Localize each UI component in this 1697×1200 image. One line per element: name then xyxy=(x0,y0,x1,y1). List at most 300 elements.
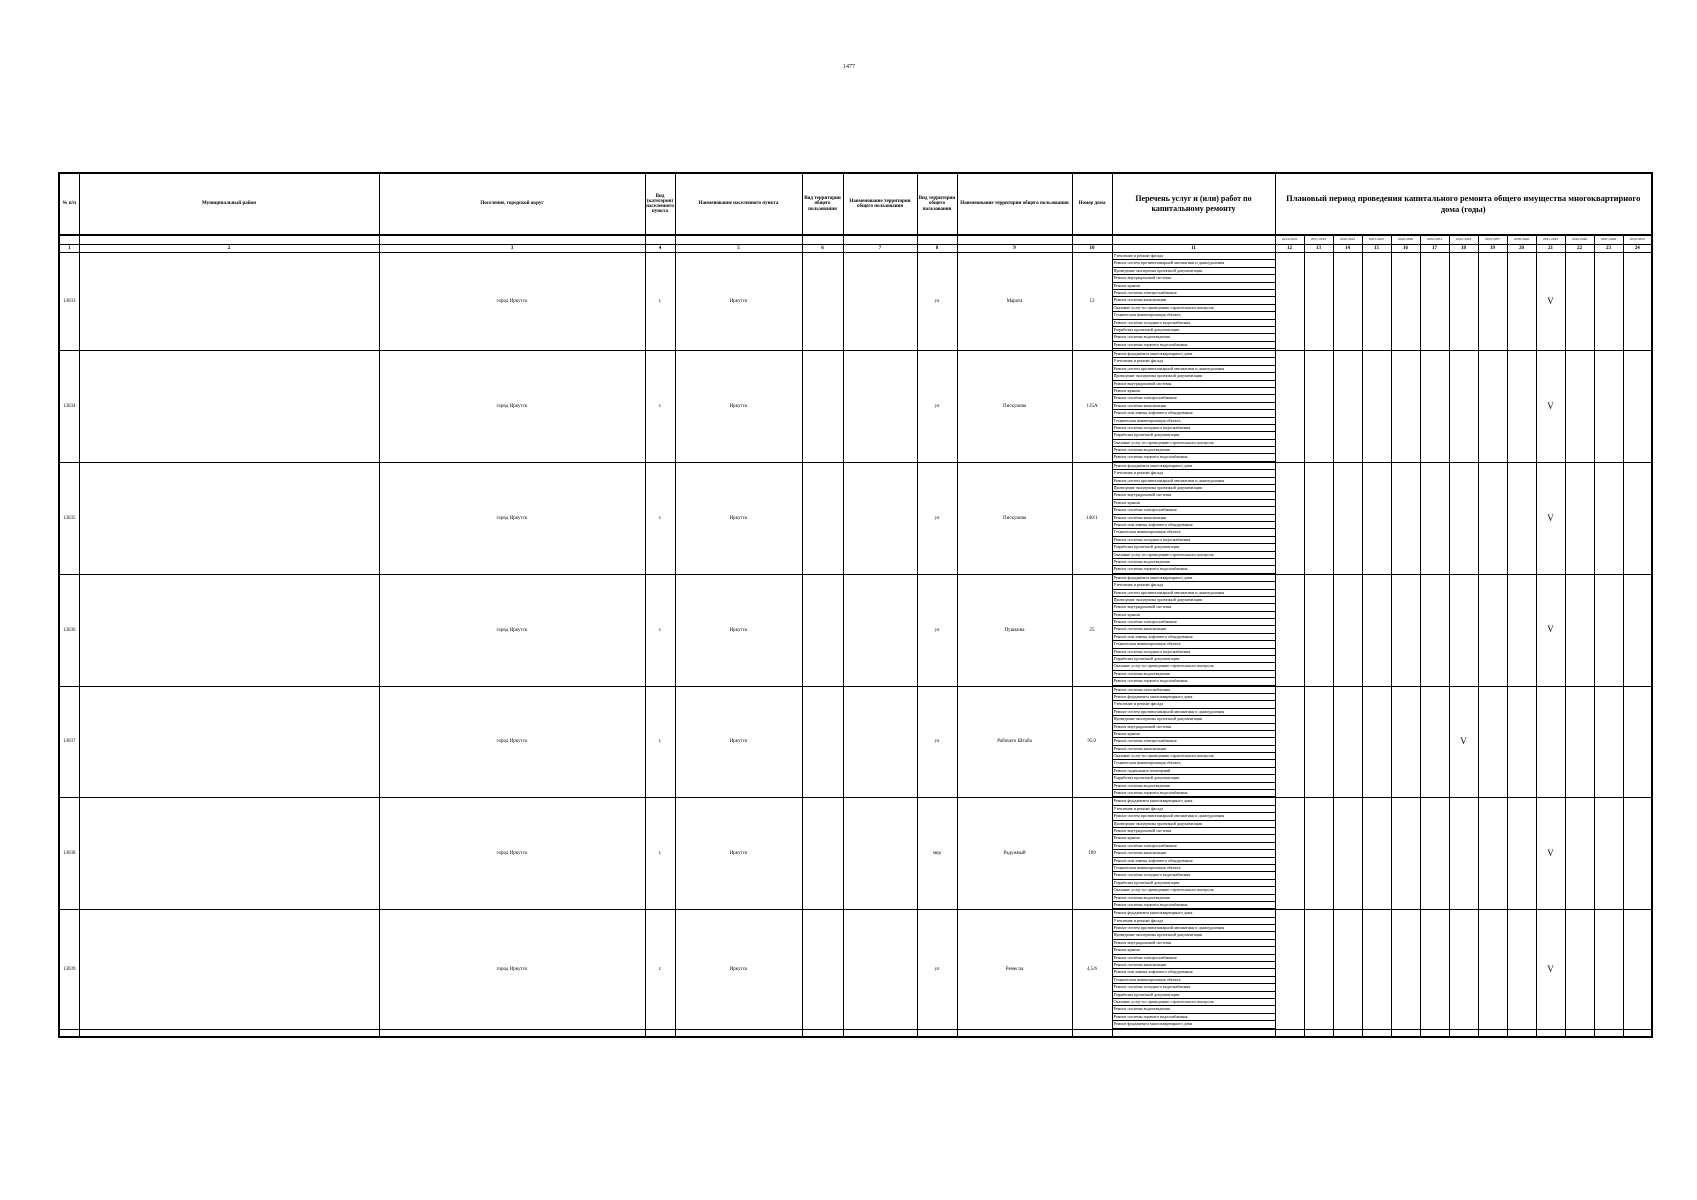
period-cell xyxy=(1304,798,1333,910)
work-item: Ремонт системы холодного водоснабжения xyxy=(1113,425,1275,432)
work-item: Оказание услуг по проведению строительного контроля xyxy=(1113,663,1275,670)
works-list xyxy=(1112,686,1275,798)
work-item: Ремонт или замена лифтового оборудования xyxy=(1113,522,1275,529)
header-municipal-district: Муниципальный район xyxy=(79,173,379,235)
work-item: Ремонт внутридомовой системы xyxy=(1113,828,1275,835)
street-name-cell: Пискунова xyxy=(957,462,1072,574)
work-item: Ремонт системы электроснабжения xyxy=(1113,843,1275,850)
work-item: Ремонт внутридомовой системы xyxy=(1113,724,1275,731)
work-item: Ремонт фундамента многоквартирного дома xyxy=(1113,1021,1275,1028)
work-item: Ремонт или замена лифтового оборудования xyxy=(1113,634,1275,641)
period-cell xyxy=(1507,798,1536,910)
period-cell xyxy=(1391,686,1420,798)
house-number-cell: 13 xyxy=(1072,253,1112,351)
work-item: Ремонт крыши xyxy=(1113,283,1275,290)
work-item: Ремонт системы канализации xyxy=(1113,403,1275,410)
street-type-cell: ул xyxy=(917,910,957,1029)
period-cell xyxy=(1275,253,1304,351)
work-item: Проведение экспертизы проектной документации xyxy=(1113,373,1275,380)
territory-name-cell xyxy=(843,462,917,574)
work-item: Ремонт или замена лифтового оборудования xyxy=(1113,858,1275,865)
territory-type-cell xyxy=(802,910,843,1029)
locality-cell: Иркутск xyxy=(675,462,802,574)
year-header: 2014-2016 xyxy=(1275,235,1304,245)
column-number: 10 xyxy=(1072,245,1112,253)
work-item: Оказание услуг по проведению строительного контроля xyxy=(1113,552,1275,559)
period-cell xyxy=(1304,574,1333,686)
period-cell xyxy=(1623,798,1652,910)
work-item: Проведение экспертизы проектной документации xyxy=(1113,932,1275,939)
period-cell xyxy=(1536,462,1565,574)
territory-type-cell xyxy=(802,686,843,798)
record-number: 13037 xyxy=(59,686,79,798)
work-item: Ремонт системы холодного водоснабжения xyxy=(1113,872,1275,879)
record-number: 13038 xyxy=(59,798,79,910)
period-cell xyxy=(1594,462,1623,574)
work-item: Проведение экспертизы проектной документации xyxy=(1113,268,1275,275)
period-mark: V xyxy=(1460,736,1467,747)
year-header: 2020-2022 xyxy=(1333,235,1362,245)
work-item: Ремонт фундамента многоквартирного дома xyxy=(1113,694,1275,701)
work-item: Утепление и ремонт фасада xyxy=(1113,582,1275,589)
column-number: 6 xyxy=(802,245,843,253)
work-item: Ремонт системы горячего водоснабжения xyxy=(1113,790,1275,797)
year-header: 2044-2046 xyxy=(1565,235,1594,245)
work-item: Ремонт системы холодного водоснабжения xyxy=(1113,320,1275,327)
work-item: Ремонт системы горячего водоснабжения xyxy=(1113,342,1275,349)
settlement-type-cell: г. xyxy=(645,686,675,798)
period-cell xyxy=(1391,253,1420,351)
table-row xyxy=(59,574,1652,686)
locality-cell: Иркутск xyxy=(675,253,802,351)
house-number-cell: 109 xyxy=(1072,798,1112,910)
continuation-cell xyxy=(957,1029,1072,1037)
work-item: Ремонт фундамента многоквартирного дома xyxy=(1113,910,1275,917)
continuation-cell xyxy=(1507,1029,1536,1037)
continuation-cell xyxy=(1362,1029,1391,1037)
work-item: Ремонт системы электроснабжения xyxy=(1113,619,1275,626)
column-number: 1 xyxy=(59,245,79,253)
record-number: 13033 xyxy=(59,253,79,351)
work-item: Ремонт системы холодного водоснабжения xyxy=(1113,537,1275,544)
period-cell xyxy=(1420,253,1449,351)
period-cell xyxy=(1275,574,1304,686)
record-number: 13035 xyxy=(59,462,79,574)
work-item: Ремонт фундамента многоквартирного дома xyxy=(1113,798,1275,805)
work-item: Ремонт систем противопожарной автоматики и дымоудаления xyxy=(1113,813,1275,820)
street-type-cell: ул xyxy=(917,462,957,574)
column-number: 23 xyxy=(1594,245,1623,253)
period-cell xyxy=(1333,574,1362,686)
work-item: Ремонт системы канализации xyxy=(1113,850,1275,857)
work-item: Техническая инвентаризация объекта xyxy=(1113,529,1275,536)
period-cell xyxy=(1333,462,1362,574)
column-number: 18 xyxy=(1449,245,1478,253)
work-item: Ремонт систем противопожарной автоматики и дымоудаления xyxy=(1113,709,1275,716)
street-type-cell: ул xyxy=(917,686,957,798)
work-item: Проведение экспертизы проектной документации xyxy=(1113,716,1275,723)
continuation-cell xyxy=(645,1029,675,1037)
continuation-cell xyxy=(802,1029,843,1037)
work-item: Ремонт системы канализации xyxy=(1113,515,1275,522)
column-number: 19 xyxy=(1478,245,1507,253)
period-cell xyxy=(1362,798,1391,910)
municipal-district-cell xyxy=(79,798,379,910)
column-number: 20 xyxy=(1507,245,1536,253)
column-number: 5 xyxy=(675,245,802,253)
period-cell xyxy=(1536,798,1565,910)
work-item: Ремонт внутридомовой системы xyxy=(1113,492,1275,499)
work-item: Ремонт системы канализации xyxy=(1113,962,1275,969)
period-cell xyxy=(1449,351,1478,463)
continuation-cell xyxy=(1420,1029,1449,1037)
period-cell xyxy=(1420,351,1449,463)
work-item: Разработка проектной документации xyxy=(1113,432,1275,439)
period-cell xyxy=(1420,798,1449,910)
header-street-name: Наименование территории общего пользования xyxy=(957,173,1072,235)
year-header: 2029-2031 xyxy=(1420,235,1449,245)
work-item: Ремонт подвальных помещений xyxy=(1113,768,1275,775)
locality-cell: Иркутск xyxy=(675,798,802,910)
work-item: Ремонт системы электроснабжения xyxy=(1113,395,1275,402)
work-item: Оказание услуг по проведению строительного контроля xyxy=(1113,440,1275,447)
period-cell xyxy=(1420,574,1449,686)
municipal-district-cell xyxy=(79,253,379,351)
period-cell xyxy=(1478,910,1507,1029)
column-number: 22 xyxy=(1565,245,1594,253)
work-item: Оказание услуг по проведению строительного контроля xyxy=(1113,999,1275,1006)
period-cell xyxy=(1623,574,1652,686)
year-header: 2032-2034 xyxy=(1449,235,1478,245)
work-item: Ремонт крыши xyxy=(1113,388,1275,395)
continuation-cell xyxy=(1391,1029,1420,1037)
period-cell xyxy=(1594,910,1623,1029)
column-number: 4 xyxy=(645,245,675,253)
period-cell xyxy=(1391,462,1420,574)
work-item: Разработка проектной документации xyxy=(1113,544,1275,551)
territory-type-cell xyxy=(802,462,843,574)
column-number: 12 xyxy=(1275,245,1304,253)
work-item: Ремонт системы холодного водоснабжения xyxy=(1113,649,1275,656)
period-cell xyxy=(1623,351,1652,463)
work-item: Ремонт системы горячего водоснабжения xyxy=(1113,454,1275,461)
work-item: Ремонт системы горячего водоснабжения xyxy=(1113,902,1275,909)
work-item: Ремонт или замена лифтового оборудования xyxy=(1113,410,1275,417)
period-cell xyxy=(1449,686,1478,798)
work-item: Утепление и ремонт фасада xyxy=(1113,806,1275,813)
column-number: 11 xyxy=(1112,245,1275,253)
column-number: 2 xyxy=(79,245,379,253)
table-row xyxy=(59,686,1652,798)
work-item: Ремонт системы канализации xyxy=(1113,746,1275,753)
period-cell xyxy=(1478,462,1507,574)
territory-type-cell xyxy=(802,574,843,686)
capital-repair-table xyxy=(58,172,1653,1038)
work-item: Оказание услуг по проведению строительного контроля xyxy=(1113,887,1275,894)
record-number: 13036 xyxy=(59,574,79,686)
period-cell xyxy=(1333,798,1362,910)
period-cell xyxy=(1594,351,1623,463)
street-type-cell: ул xyxy=(917,351,957,463)
work-item: Ремонт систем противопожарной автоматики и дымоудаления xyxy=(1113,366,1275,373)
column-number: 8 xyxy=(917,245,957,253)
period-cell xyxy=(1507,910,1536,1029)
period-cell xyxy=(1420,462,1449,574)
locality-cell: Иркутск xyxy=(675,574,802,686)
street-name-cell: Пискунова xyxy=(957,351,1072,463)
header-territory-name: Наименование территории общего пользования xyxy=(843,173,917,235)
period-cell xyxy=(1449,574,1478,686)
header-settlement-type: Вид (категория) населенного пункта xyxy=(645,173,675,235)
work-item: Техническая инвентаризация объекта xyxy=(1113,418,1275,425)
continuation-cell xyxy=(1594,1029,1623,1037)
settlement-type-cell: г. xyxy=(645,351,675,463)
column-number: 21 xyxy=(1536,245,1565,253)
period-cell xyxy=(1391,351,1420,463)
settlement-cell: город Иркутск xyxy=(379,253,645,351)
period-cell xyxy=(1565,686,1594,798)
continuation-cell xyxy=(843,1029,917,1037)
table-row xyxy=(59,462,1652,574)
years-row xyxy=(59,235,1652,245)
period-cell xyxy=(1275,798,1304,910)
work-item: Разработка проектной документации xyxy=(1113,775,1275,782)
work-item: Разработка проектной документации xyxy=(1113,656,1275,663)
period-cell xyxy=(1449,253,1478,351)
continuation-row xyxy=(59,1029,1652,1037)
continuation-cell xyxy=(675,1029,802,1037)
column-numbers-row xyxy=(59,245,1652,253)
period-cell xyxy=(1565,574,1594,686)
period-cell xyxy=(1333,351,1362,463)
settlement-type-cell: г. xyxy=(645,574,675,686)
settlement-type-cell: г. xyxy=(645,253,675,351)
column-number: 24 xyxy=(1623,245,1652,253)
header-house: Номер дома xyxy=(1072,173,1112,235)
period-cell xyxy=(1362,686,1391,798)
header-settlement-name: Наименование населенного пункта xyxy=(675,173,802,235)
year-header: 2041-2043 xyxy=(1536,235,1565,245)
street-type-cell: ул xyxy=(917,574,957,686)
municipal-district-cell xyxy=(79,574,379,686)
column-number: 13 xyxy=(1304,245,1333,253)
street-name-cell: Марата xyxy=(957,253,1072,351)
settlement-cell: город Иркутск xyxy=(379,462,645,574)
work-item: Утепление и ремонт фасада xyxy=(1113,918,1275,925)
period-mark: V xyxy=(1547,295,1554,306)
work-item: Техническая инвентаризация объекта xyxy=(1113,641,1275,648)
period-cell xyxy=(1565,462,1594,574)
work-item: Техническая инвентаризация объекта xyxy=(1113,312,1275,319)
period-cell xyxy=(1565,253,1594,351)
header-settlement: Поселение, городской округ xyxy=(379,173,645,235)
work-item: Техническая инвентаризация объекта xyxy=(1113,977,1275,984)
period-cell xyxy=(1362,253,1391,351)
period-cell xyxy=(1478,574,1507,686)
continuation-cell xyxy=(379,1029,645,1037)
period-cell xyxy=(1275,351,1304,463)
works-list xyxy=(1112,910,1275,1029)
period-cell xyxy=(1275,686,1304,798)
municipal-district-cell xyxy=(79,462,379,574)
period-cell xyxy=(1623,253,1652,351)
work-item: Ремонт систем противопожарной автоматики и дымоудаления xyxy=(1113,478,1275,485)
continuation-cell xyxy=(917,1029,957,1037)
continuation-cell xyxy=(1478,1029,1507,1037)
period-cell xyxy=(1304,253,1333,351)
period-cell xyxy=(1478,253,1507,351)
continuation-cell xyxy=(1304,1029,1333,1037)
work-item: Проведение экспертизы проектной документации xyxy=(1113,821,1275,828)
period-cell xyxy=(1536,253,1565,351)
territory-name-cell xyxy=(843,910,917,1029)
work-item: Ремонт системы водоотведения xyxy=(1113,671,1275,678)
work-item: Ремонт системы горячего водоснабжения xyxy=(1113,1014,1275,1021)
period-cell xyxy=(1507,253,1536,351)
period-cell xyxy=(1391,574,1420,686)
period-cell xyxy=(1304,462,1333,574)
year-header: 2035-2037 xyxy=(1478,235,1507,245)
period-cell xyxy=(1333,686,1362,798)
work-item: Ремонт системы газоснабжения xyxy=(1113,687,1275,694)
municipal-district-cell xyxy=(79,910,379,1029)
work-item: Проведение экспертизы проектной документации xyxy=(1113,485,1275,492)
work-item: Ремонт системы водоотведения xyxy=(1113,447,1275,454)
period-cell xyxy=(1391,798,1420,910)
period-cell xyxy=(1507,351,1536,463)
works-list xyxy=(1112,253,1275,351)
work-item: Проведение экспертизы проектной документации xyxy=(1113,597,1275,604)
column-number: 3 xyxy=(379,245,645,253)
house-number-cell: 95/2 xyxy=(1072,686,1112,798)
street-type-cell: ул xyxy=(917,253,957,351)
period-cell xyxy=(1362,910,1391,1029)
municipal-district-cell xyxy=(79,351,379,463)
period-cell xyxy=(1478,686,1507,798)
period-cell xyxy=(1623,462,1652,574)
period-cell xyxy=(1536,686,1565,798)
settlement-cell: город Иркутск xyxy=(379,798,645,910)
work-item: Ремонт систем противопожарной автоматики и дымоудаления xyxy=(1113,590,1275,597)
work-item: Ремонт системы электроснабжения xyxy=(1113,290,1275,297)
continuation-cell xyxy=(1112,1029,1275,1037)
period-mark: V xyxy=(1547,848,1554,859)
period-cell xyxy=(1304,351,1333,463)
period-cell xyxy=(1565,798,1594,910)
period-cell xyxy=(1507,686,1536,798)
work-item: Ремонт системы водоотведения xyxy=(1113,895,1275,902)
work-item: Ремонт фундамента многоквартирного дома xyxy=(1113,463,1275,470)
locality-cell: Иркутск xyxy=(675,351,802,463)
work-item: Ремонт системы электроснабжения xyxy=(1113,738,1275,745)
work-item: Ремонт систем противопожарной автоматики и дымоудаления xyxy=(1113,260,1275,267)
work-item: Ремонт внутридомовой системы xyxy=(1113,940,1275,947)
period-cell xyxy=(1333,253,1362,351)
record-number: 13039 xyxy=(59,910,79,1029)
work-item: Ремонт системы водоотведения xyxy=(1113,559,1275,566)
work-item: Ремонт системы электроснабжения xyxy=(1113,507,1275,514)
work-item: Ремонт или замена лифтового оборудования xyxy=(1113,969,1275,976)
period-cell xyxy=(1594,686,1623,798)
period-cell xyxy=(1449,462,1478,574)
table-row xyxy=(59,351,1652,463)
column-number: 15 xyxy=(1362,245,1391,253)
page-number: 1477 xyxy=(843,64,855,70)
period-mark: V xyxy=(1547,624,1554,635)
settlement-cell: город Иркутск xyxy=(379,574,645,686)
column-number: 7 xyxy=(843,245,917,253)
work-item: Разработка проектной документации xyxy=(1113,327,1275,334)
year-header: 2050-2052 xyxy=(1623,235,1652,245)
locality-cell: Иркутск xyxy=(675,910,802,1029)
column-number: 14 xyxy=(1333,245,1362,253)
year-header: 2038-2040 xyxy=(1507,235,1536,245)
work-item: Ремонт системы канализации xyxy=(1113,626,1275,633)
work-item: Ремонт системы водоотведения xyxy=(1113,783,1275,790)
works-list xyxy=(1112,798,1275,910)
street-type-cell: мкр xyxy=(917,798,957,910)
work-item: Ремонт крыши xyxy=(1113,731,1275,738)
territory-name-cell xyxy=(843,351,917,463)
period-cell xyxy=(1449,798,1478,910)
territory-name-cell xyxy=(843,574,917,686)
territory-name-cell xyxy=(843,686,917,798)
municipal-district-cell xyxy=(79,686,379,798)
header-num: № п/п xyxy=(59,173,79,235)
period-cell xyxy=(1594,253,1623,351)
house-number-cell: 25 xyxy=(1072,574,1112,686)
table-row xyxy=(59,253,1652,351)
work-item: Ремонт крыши xyxy=(1113,612,1275,619)
work-item: Ремонт крыши xyxy=(1113,835,1275,842)
column-number: 16 xyxy=(1391,245,1420,253)
continuation-cell xyxy=(1565,1029,1594,1037)
work-item: Ремонт крыши xyxy=(1113,947,1275,954)
continuation-cell xyxy=(1536,1029,1565,1037)
period-cell xyxy=(1362,574,1391,686)
settlement-type-cell: г. xyxy=(645,910,675,1029)
work-item: Ремонт фундамента многоквартирного дома xyxy=(1113,575,1275,582)
period-cell xyxy=(1478,351,1507,463)
work-item: Ремонт фундамента многоквартирного дома xyxy=(1113,351,1275,358)
house-number-cell: 135А xyxy=(1072,351,1112,463)
work-item: Утепление и ремонт фасада xyxy=(1113,470,1275,477)
settlement-cell: город Иркутск xyxy=(379,686,645,798)
period-cell xyxy=(1507,574,1536,686)
street-name-cell: Ремесла xyxy=(957,910,1072,1029)
period-cell xyxy=(1275,910,1304,1029)
territory-type-cell xyxy=(802,798,843,910)
period-cell xyxy=(1565,910,1594,1029)
work-item: Ремонт крыши xyxy=(1113,500,1275,507)
street-name-cell: Радужный xyxy=(957,798,1072,910)
work-item: Утепление и ремонт фасада xyxy=(1113,253,1275,260)
work-item: Ремонт внутридомовой системы xyxy=(1113,275,1275,282)
record-number: 13034 xyxy=(59,351,79,463)
period-cell xyxy=(1333,910,1362,1029)
period-cell xyxy=(1391,910,1420,1029)
period-cell xyxy=(1507,462,1536,574)
continuation-cell xyxy=(79,1029,379,1037)
works-list xyxy=(1112,462,1275,574)
locality-cell: Иркутск xyxy=(675,686,802,798)
period-cell xyxy=(1536,351,1565,463)
period-cell xyxy=(1420,686,1449,798)
period-mark: V xyxy=(1547,512,1554,523)
settlement-cell: город Иркутск xyxy=(379,910,645,1029)
header-works: Перечень услуг и (или) работ по капитальному ремонту xyxy=(1112,173,1275,235)
continuation-cell xyxy=(1333,1029,1362,1037)
